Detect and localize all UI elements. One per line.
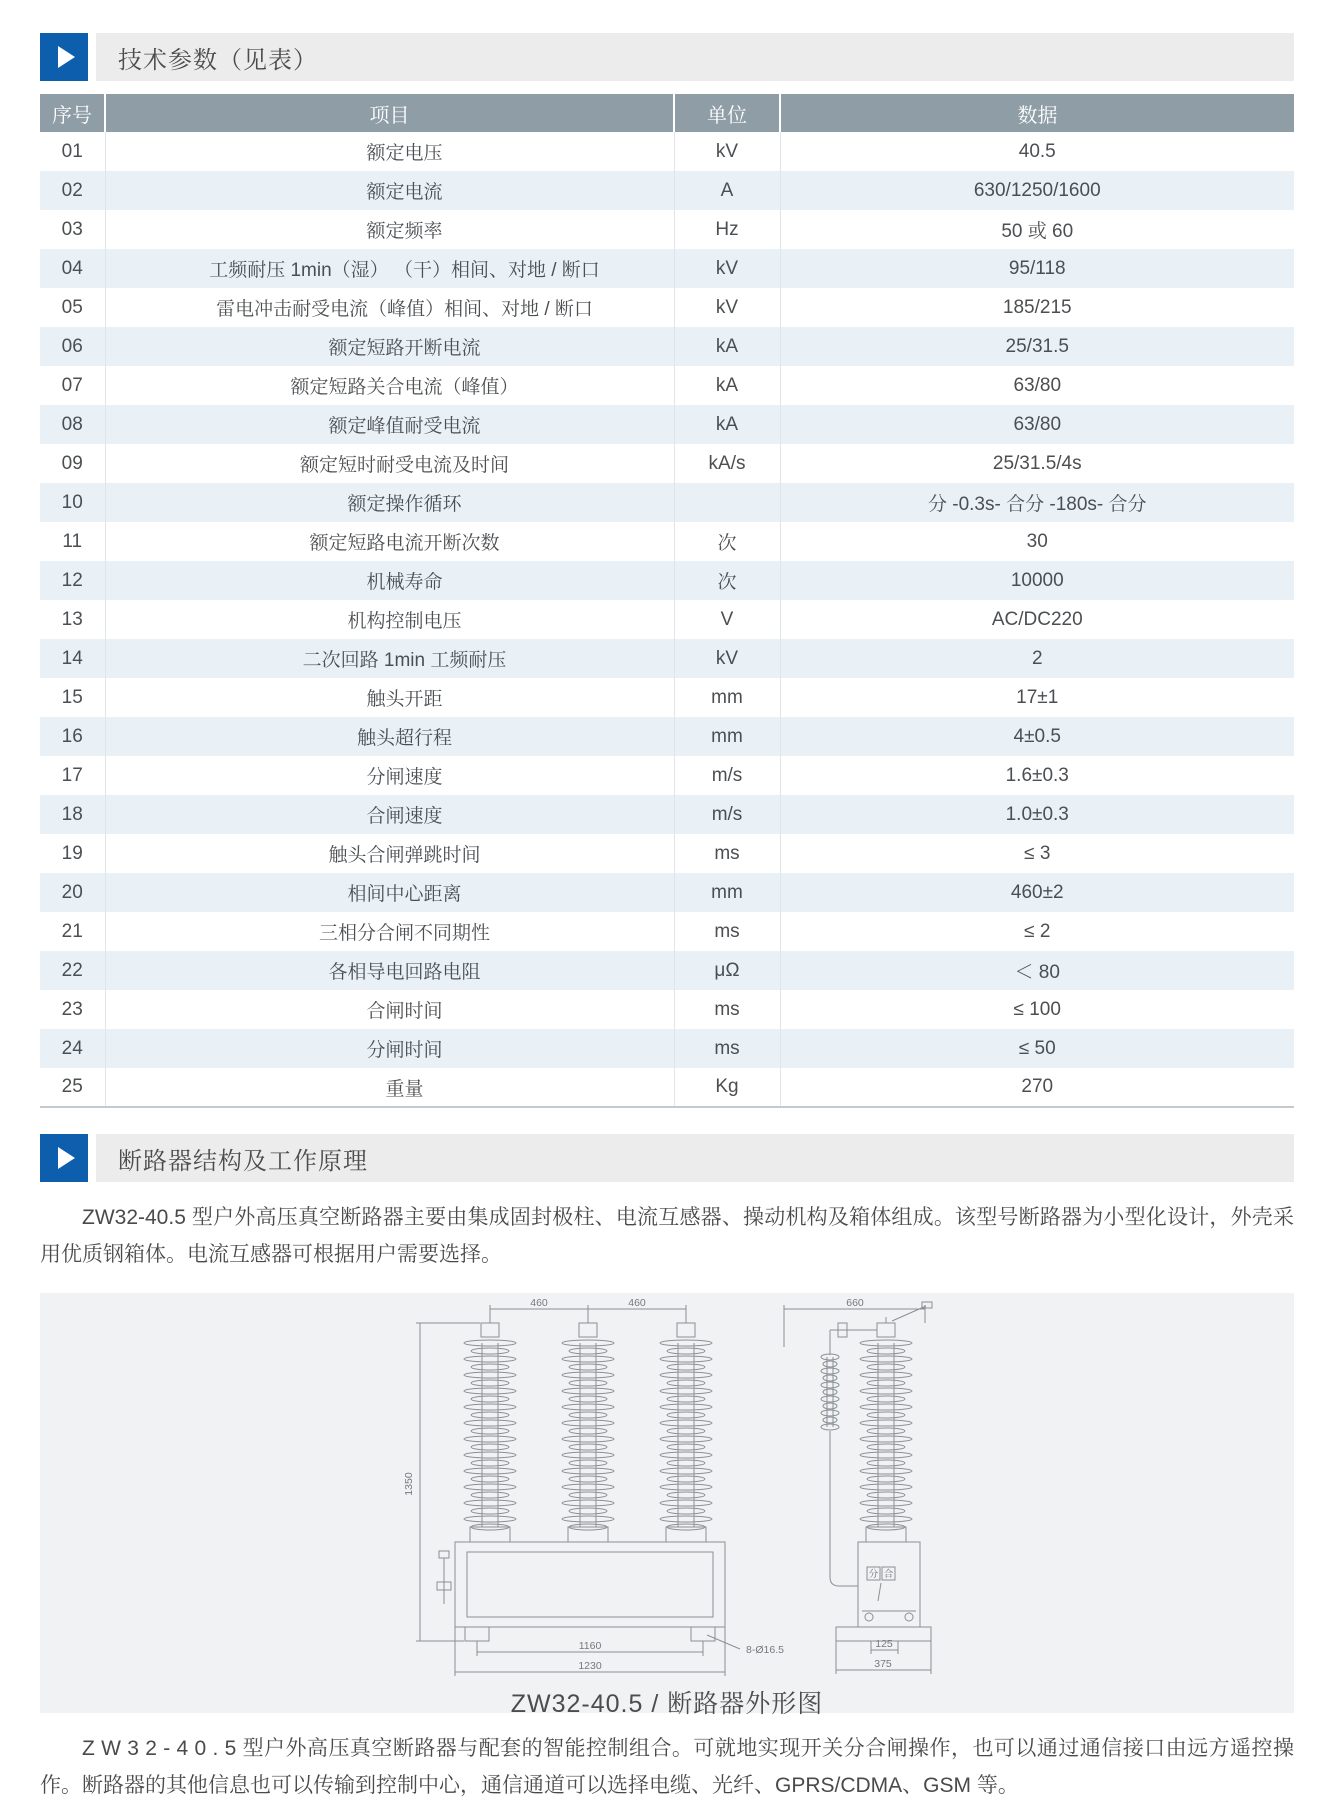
item-name: 额定电压 <box>105 132 674 171</box>
item-name: 额定短时耐受电流及时间 <box>105 444 674 483</box>
dim-label-hole-span: 1160 <box>578 1640 602 1652</box>
dim-label-base-outer: 375 <box>874 1658 892 1670</box>
row-number: 11 <box>62 530 83 552</box>
unit: ms <box>674 912 780 951</box>
table-row <box>40 288 1294 327</box>
unit: mm <box>674 717 780 756</box>
col-header-unit: 单位 <box>674 94 780 132</box>
control-paragraph: Z W 3 2 - 4 0 . 5 型户外高压真空断路器与配套的智能控制组合。可就地实现开关分合闸操作，也可以通过通信接口由远方遥控操作。断路器的其他信息也可以传输到控制中心，通信通道可以选择电缆、光纤、GPRS/CDMA、GSM 等。 <box>40 1737 1294 1797</box>
section-title: 断路器结构及工作原理 <box>118 1147 368 1175</box>
value: 270 <box>780 1068 1294 1107</box>
unit: Kg <box>674 1068 780 1107</box>
item-name: 触头合闸弹跳时间 <box>105 834 674 873</box>
dim-label-base-inner: 125 <box>875 1638 893 1650</box>
table-row <box>40 249 1294 288</box>
play-arrow-icon <box>40 33 88 81</box>
dim-label-height: 1350 <box>403 1472 415 1496</box>
table-row <box>40 327 1294 366</box>
unit: kA <box>674 405 780 444</box>
unit: mm <box>674 873 780 912</box>
row-number: 06 <box>61 335 83 357</box>
item-name: 额定短路关合电流（峰值） <box>105 366 674 405</box>
insulator-pole-side <box>860 1340 912 1530</box>
unit: 次 <box>674 522 780 561</box>
value: 95/118 <box>780 249 1294 288</box>
unit: Hz <box>674 210 780 249</box>
row-number: 07 <box>61 374 83 396</box>
indicator-close-label: 合 <box>883 1569 894 1580</box>
value: ＜ 80 <box>780 951 1294 990</box>
unit: A <box>674 171 780 210</box>
item-name: 各相导电回路电阻 <box>105 951 674 990</box>
table-row <box>40 132 1294 171</box>
unit: ms <box>674 990 780 1029</box>
unit: kV <box>674 288 780 327</box>
table-header-row <box>40 94 1294 132</box>
row-number: 12 <box>61 569 83 591</box>
table-row <box>40 1068 1294 1107</box>
row-number: 02 <box>61 179 83 201</box>
item-name: 触头超行程 <box>105 717 674 756</box>
table-row <box>40 171 1294 210</box>
dim-label-side-width: 660 <box>846 1299 864 1309</box>
dim-label-phase-left: 460 <box>530 1299 548 1309</box>
value: 630/1250/1600 <box>780 171 1294 210</box>
outline-drawing-panel <box>40 1293 1294 1718</box>
row-number: 04 <box>61 257 83 279</box>
dim-label-overall-width: 1230 <box>578 1660 602 1672</box>
mechanism-cabinet <box>858 1542 920 1627</box>
unit: ms <box>674 1029 780 1068</box>
value: 25/31.5 <box>780 327 1294 366</box>
item-name: 额定频率 <box>105 210 674 249</box>
item-name: 三相分合闸不同期性 <box>105 912 674 951</box>
table-row <box>40 210 1294 249</box>
tech-params-table <box>40 94 1294 1108</box>
row-number: 13 <box>61 608 83 630</box>
value: 185/215 <box>780 288 1294 327</box>
value: 63/80 <box>780 366 1294 405</box>
value: ≤ 2 <box>780 912 1294 951</box>
item-name: 合闸时间 <box>105 990 674 1029</box>
item-name: 额定操作循环 <box>105 483 674 522</box>
dim-label-holes: 8-Ø16.5 <box>746 1644 784 1656</box>
row-number: 10 <box>61 491 83 513</box>
table-row <box>40 873 1294 912</box>
unit: mm <box>674 678 780 717</box>
breaker-outline-drawing <box>40 1299 1294 1684</box>
unit: μΩ <box>674 951 780 990</box>
insulator-pole-b <box>562 1340 614 1530</box>
value: 4±0.5 <box>780 717 1294 756</box>
datasheet-page <box>40 0 1294 1804</box>
front-view <box>403 1299 784 1676</box>
table-row <box>40 717 1294 756</box>
row-number: 16 <box>61 725 83 747</box>
drawing-caption: ZW32-40.5 / 断路器外形图 <box>510 1690 824 1718</box>
section-header-tech-params <box>40 33 1294 81</box>
col-header-item: 项目 <box>105 94 674 132</box>
item-name: 合闸速度 <box>105 795 674 834</box>
unit: kA <box>674 327 780 366</box>
indicator-open-label: 分 <box>868 1569 879 1580</box>
unit: kV <box>674 249 780 288</box>
unit: m/s <box>674 756 780 795</box>
item-name: 分闸速度 <box>105 756 674 795</box>
row-number: 24 <box>61 1037 83 1059</box>
table-row <box>40 951 1294 990</box>
value: AC/DC220 <box>780 600 1294 639</box>
unit: kA <box>674 366 780 405</box>
table-row <box>40 561 1294 600</box>
unit: ms <box>674 834 780 873</box>
play-arrow-icon <box>40 1134 88 1182</box>
row-number: 23 <box>61 998 83 1020</box>
value: 30 <box>780 522 1294 561</box>
col-header-no: 序号 <box>40 94 105 132</box>
item-name: 雷电冲击耐受电流（峰值）相间、对地 / 断口 <box>105 288 674 327</box>
item-name: 额定峰值耐受电流 <box>105 405 674 444</box>
table-row <box>40 678 1294 717</box>
table-row <box>40 444 1294 483</box>
section-title: 技术参数（见表） <box>118 46 318 74</box>
row-number: 05 <box>61 296 83 318</box>
unit: V <box>674 600 780 639</box>
item-name: 机构控制电压 <box>105 600 674 639</box>
row-number: 25 <box>61 1076 83 1097</box>
value: ≤ 50 <box>780 1029 1294 1068</box>
value: 63/80 <box>780 405 1294 444</box>
unit: kV <box>674 132 780 171</box>
row-number: 14 <box>61 647 83 669</box>
value: 1.0±0.3 <box>780 795 1294 834</box>
value: 2 <box>780 639 1294 678</box>
row-number: 20 <box>61 881 83 903</box>
item-name: 额定电流 <box>105 171 674 210</box>
row-number: 19 <box>61 842 83 864</box>
unit <box>674 483 780 522</box>
section-title-bar <box>96 33 1294 81</box>
value: 460±2 <box>780 873 1294 912</box>
item-name: 额定短路电流开断次数 <box>105 522 674 561</box>
table-row <box>40 1029 1294 1068</box>
cable-ribs <box>821 1354 839 1430</box>
row-number: 15 <box>61 686 83 708</box>
table-row <box>40 990 1294 1029</box>
value: 分 -0.3s- 合分 -180s- 合分 <box>780 483 1294 522</box>
value: 17±1 <box>780 678 1294 717</box>
value: 40.5 <box>780 132 1294 171</box>
tank-box <box>455 1542 725 1627</box>
triangle-glyph <box>58 46 75 68</box>
table-row <box>40 405 1294 444</box>
table-row <box>40 756 1294 795</box>
item-name: 分闸时间 <box>105 1029 674 1068</box>
item-name: 重量 <box>105 1068 674 1107</box>
row-number: 21 <box>61 920 83 942</box>
value: 10000 <box>780 561 1294 600</box>
table-row <box>40 795 1294 834</box>
insulator-pole-c <box>660 1340 712 1530</box>
unit: kA/s <box>674 444 780 483</box>
table-row <box>40 834 1294 873</box>
table-row <box>40 366 1294 405</box>
row-number: 22 <box>61 959 83 981</box>
side-view <box>784 1299 932 1674</box>
row-number: 18 <box>61 803 83 825</box>
table-row <box>40 912 1294 951</box>
section-header-structure <box>40 1134 1294 1182</box>
row-number: 17 <box>61 764 83 786</box>
row-number: 08 <box>61 413 83 435</box>
table-row <box>40 639 1294 678</box>
value: 1.6±0.3 <box>780 756 1294 795</box>
item-name: 相间中心距离 <box>105 873 674 912</box>
col-header-value: 数据 <box>780 94 1294 132</box>
table-row <box>40 600 1294 639</box>
table-row <box>40 483 1294 522</box>
dim-label-phase-right: 460 <box>628 1299 646 1309</box>
item-name: 工频耐压 1min（湿） （干）相间、对地 / 断口 <box>105 249 674 288</box>
triangle-glyph <box>58 1147 75 1169</box>
value: ≤ 100 <box>780 990 1294 1029</box>
table-row <box>40 522 1294 561</box>
unit: kV <box>674 639 780 678</box>
item-name: 二次回路 1min 工频耐压 <box>105 639 674 678</box>
row-number: 01 <box>61 140 83 162</box>
item-name: 额定短路开断电流 <box>105 327 674 366</box>
section-title-bar <box>96 1134 1294 1182</box>
row-number: 09 <box>61 452 83 474</box>
value: 50 或 60 <box>780 210 1294 249</box>
structure-paragraph: ZW32-40.5 型户外高压真空断路器主要由集成固封极柱、电流互感器、操动机构及箱体组成。该型号断路器为小型化设计，外壳采用优质钢箱体。电流互感器可根据用户需要选择。 <box>40 1206 1294 1266</box>
unit: m/s <box>674 795 780 834</box>
item-name: 触头开距 <box>105 678 674 717</box>
unit: 次 <box>674 561 780 600</box>
value: ≤ 3 <box>780 834 1294 873</box>
value: 25/31.5/4s <box>780 444 1294 483</box>
insulator-pole-a <box>464 1340 516 1530</box>
item-name: 机械寿命 <box>105 561 674 600</box>
row-number: 03 <box>61 218 83 240</box>
